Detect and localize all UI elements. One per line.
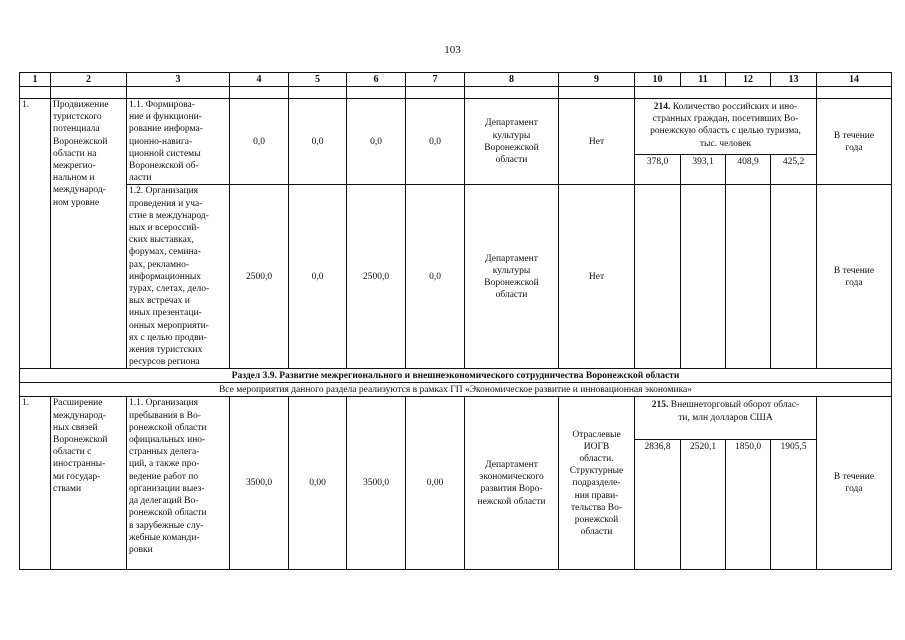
table-row: [20, 397, 892, 440]
indicator-value: 408,9: [726, 154, 771, 185]
spacer-row: [20, 87, 892, 99]
value-cell: 0,0: [347, 99, 406, 185]
section-row: [20, 369, 892, 383]
indicator-value: 1905,5: [771, 440, 817, 570]
other-executors: Нет: [559, 99, 635, 185]
value-cell: 0,0: [289, 185, 347, 369]
section-title: Раздел 3.9. Развитие межрегионального и внешнеэкономического сотрудничества Воронежской области: [20, 369, 892, 383]
term-cell: В течение года: [817, 99, 892, 185]
indicator-title: [635, 397, 817, 440]
value-cell: 2500,0: [347, 185, 406, 369]
indicator-value: 2520,1: [681, 440, 726, 570]
value-cell: 0,0: [406, 99, 465, 185]
indicator-value: 425,2: [771, 154, 817, 185]
header-cell: 3: [127, 73, 230, 87]
plan-table: [19, 72, 892, 570]
activity-text: 1.1. Организация пребывания в Во- ронежской области официальных ино- странных делега- ций, а также про- ведение работ по организации выез- да делегаций Во- ронежской области в зарубежные слу- жебные команди- ровки: [127, 397, 230, 570]
value-cell: 0,0: [289, 99, 347, 185]
empty-cell: [635, 185, 681, 369]
empty-cell: [681, 185, 726, 369]
header-cell: 5: [289, 73, 347, 87]
other-executors: Отраслевые ИОГВ области. Структурные подразделе- ния прави- тельства Во- ронежской области: [559, 397, 635, 570]
indicator-value: 1850,0: [726, 440, 771, 570]
activity-text: 1.2. Организация проведения и уча- стие в международ- ных и всероссий- ских выставках, форумах, семина- рах, рекламно- информационных турах, слетах, дело- вых встречах и иных презентаци- онных мероприяти- ях с целью продви- жения туристских ресурсов региона: [127, 185, 230, 369]
value-cell: 0,00: [406, 397, 465, 570]
activity-text: 1.1. Формирова- ние и функциони- рование информа- ционно-навига- ционной системы Воронежской об- ласти: [127, 99, 230, 185]
value-cell: 0,0: [406, 185, 465, 369]
empty-cell: [726, 185, 771, 369]
table-row: [20, 185, 892, 369]
other-executors: Нет: [559, 185, 635, 369]
header-cell: 7: [406, 73, 465, 87]
value-cell: 0,0: [230, 99, 289, 185]
header-cell: 8: [465, 73, 559, 87]
indicator-text: Внешнеторговый оборот облас- ти, млн долларов США: [670, 400, 800, 423]
header-cell: 13: [771, 73, 817, 87]
value-cell: 3500,0: [230, 397, 289, 570]
responsible-dept: Департамент культуры Воронежской области: [465, 185, 559, 369]
header-cell: 1: [20, 73, 51, 87]
indicator-value: 393,1: [681, 154, 726, 185]
value-cell: 2500,0: [230, 185, 289, 369]
row-number: 1.: [20, 99, 51, 369]
value-cell: 3500,0: [347, 397, 406, 570]
header-cell: 12: [726, 73, 771, 87]
value-cell: 0,00: [289, 397, 347, 570]
term-cell: В течение года: [817, 185, 892, 369]
indicator-code: 214.: [653, 102, 671, 112]
indicator-value: 2836,8: [635, 440, 681, 570]
header-row: [20, 73, 892, 87]
section-row: [20, 383, 892, 397]
event-name: Продвижение туристского потенциала Воронежской области на межрегио- нальном и международ- ном уровне: [51, 99, 127, 369]
indicator-value: 378,0: [635, 154, 681, 185]
header-cell: 14: [817, 73, 892, 87]
table-row: [20, 99, 892, 155]
responsible-dept: Департамент культуры Воронежской области: [465, 99, 559, 185]
header-cell: 4: [230, 73, 289, 87]
row-number: 1.: [20, 397, 51, 570]
event-name: Расширение международ- ных связей Воронежской области с иностранны- ми государ- ствами: [51, 397, 127, 570]
indicator-code: 215.: [651, 400, 669, 411]
responsible-dept: Департамент экономического развития Воро- нежской области: [465, 397, 559, 570]
term-cell: В течение года: [817, 397, 892, 570]
page-number: 103: [444, 44, 461, 56]
header-cell: 11: [681, 73, 726, 87]
section-subtitle: Все мероприятия данного раздела реализуются в рамках ГП «Экономическое развитие и инновационная экономика»: [20, 383, 892, 397]
header-cell: 2: [51, 73, 127, 87]
header-cell: 9: [559, 73, 635, 87]
indicator-title: [635, 99, 817, 155]
header-cell: 10: [635, 73, 681, 87]
header-cell: 6: [347, 73, 406, 87]
indicator-text: Количество российских и ино- странных граждан, посетивших Во- ронежскую область с целью туризма, тыс. человек: [650, 102, 801, 149]
empty-cell: [771, 185, 817, 369]
